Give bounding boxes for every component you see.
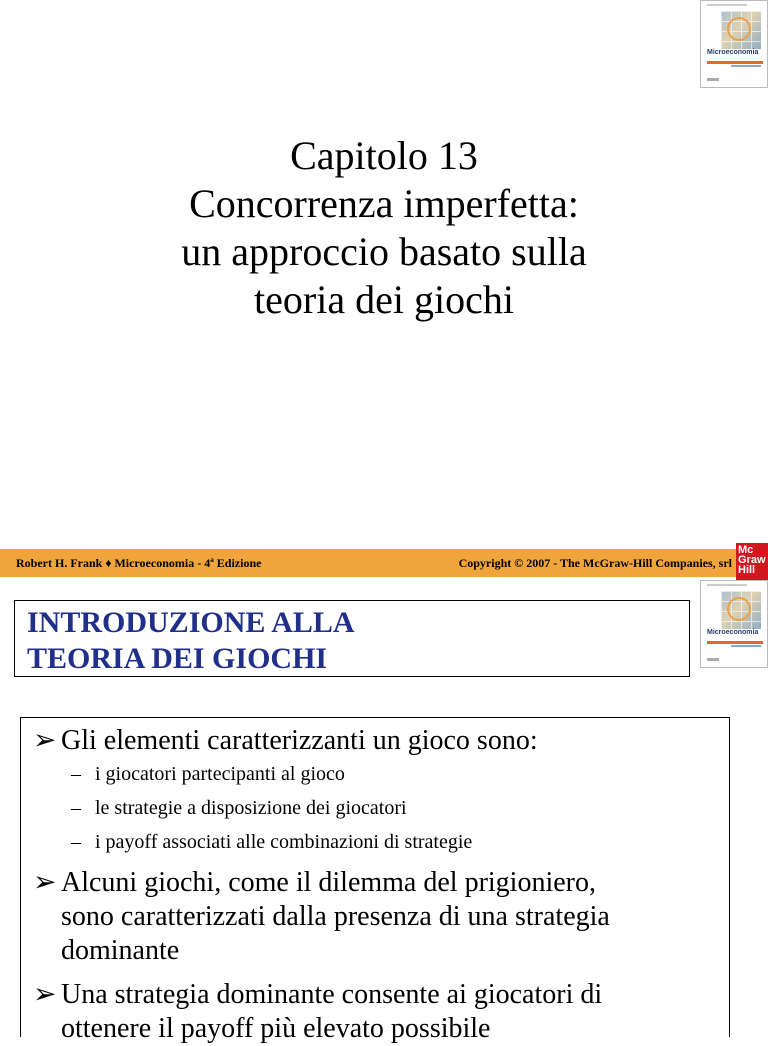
footer-copyright: Copyright © 2007 - The McGraw-Hill Companies, srl [458, 556, 732, 570]
cover-top-strip [707, 584, 747, 586]
arrow-bullet-icon: ➢ [33, 725, 57, 756]
cover-publisher-mark [707, 658, 719, 661]
dash-bullet-icon: – [71, 763, 81, 785]
arrow-bullet-icon: ➢ [33, 867, 57, 898]
sub-bullet-text: le strategie a disposizione dei giocatori [95, 797, 407, 819]
sub-bullet-text: i payoff associati alle combinazioni di strategie [95, 831, 473, 853]
bullet-text: ottenere il payoff più elevato possibile [61, 1013, 491, 1044]
slide-content-box [20, 717, 730, 1044]
cover-top-strip [707, 4, 747, 6]
chapter-title [0, 132, 768, 324]
bullet-text: dominante [61, 935, 180, 966]
cover-band-secondary [731, 645, 761, 647]
sub-bullet-item [71, 796, 407, 820]
section-title-line: INTRODUZIONE ALLA [27, 606, 355, 639]
cover-band-secondary [731, 65, 761, 67]
bullet-text: sono caratterizzati dalla presenza di una strategia [61, 901, 610, 932]
section-heading-box [14, 600, 690, 677]
bullet-text: Alcuni giochi, come il dilemma del prigioniero, [61, 867, 596, 898]
section-title-line: TEORIA DEI GIOCHI [27, 642, 328, 675]
mcgraw-hill-logo: Mc Graw Hill [736, 543, 768, 581]
chapter-title-line: Capitolo 13 [290, 133, 478, 178]
dash-bullet-icon: – [71, 797, 81, 819]
sub-bullet-item [71, 762, 345, 786]
sub-bullet-item [71, 830, 472, 854]
cover-publisher-mark [707, 78, 719, 81]
book-cover-title: Microeconomia [707, 49, 759, 56]
bullet-item [33, 724, 538, 758]
book-cover-thumbnail [700, 580, 768, 668]
bullet-item [33, 978, 602, 1046]
dash-bullet-icon: – [71, 831, 81, 853]
bullet-text: Gli elementi caratterizzanti un gioco sono: [61, 725, 538, 756]
chapter-title-line: un approccio basato sulla [181, 229, 587, 274]
cover-band [707, 61, 763, 64]
sub-bullet-text: i giocatori partecipanti al gioco [95, 763, 345, 785]
section-title [27, 605, 355, 677]
book-cover-title: Microeconomia [707, 629, 759, 636]
chapter-title-line: teoria dei giochi [254, 277, 514, 322]
cover-circle [727, 17, 751, 41]
bullet-item [33, 866, 610, 968]
bullet-text: Una strategia dominante consente ai giocatori di [61, 979, 603, 1010]
arrow-bullet-icon: ➢ [33, 979, 57, 1010]
book-cover-thumbnail [700, 0, 768, 88]
slide-footer [0, 549, 736, 577]
cover-circle [727, 597, 751, 621]
footer-author: Robert H. Frank ♦ Microeconomia - 4ª Edizione [16, 556, 262, 570]
chapter-title-line: Concorrenza imperfetta: [189, 181, 579, 226]
cover-band [707, 641, 763, 644]
